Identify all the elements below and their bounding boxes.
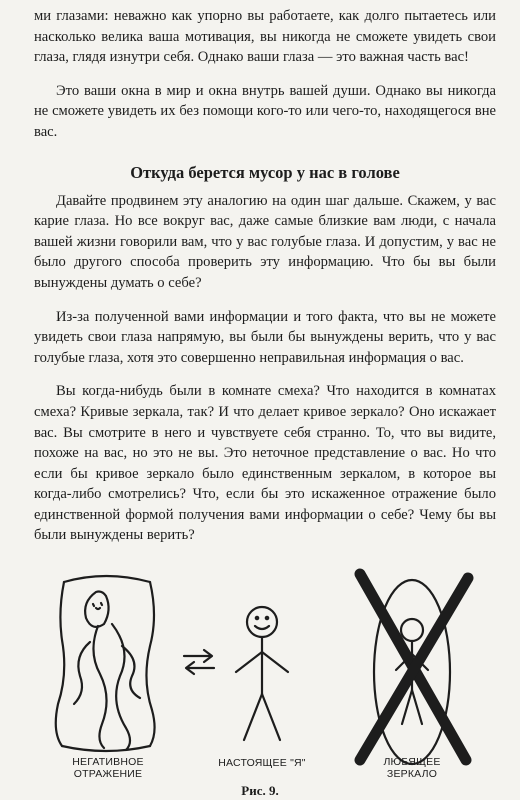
paragraph-3: Давайте продвинем эту аналогию на один шаг дальше. Скажем, у вас карие глаза. Но все вокруг вас, даже самые близкие вам люди, с начала вашей жизни говорили вам, что у вас голубые глаза. И допустим, у вас не было другого способа проверить эту информацию. Что бы вы были вынуждены думать о себе? (34, 192, 496, 291)
figure-title: Рис. 9. (241, 783, 279, 798)
distorted-mirror-icon (56, 576, 155, 751)
paragraph-1: ми глазами: неважно как упорно вы работаете, как долго пытаетесь или насколько велика ваша мотивация, вы никогда не сможете увидеть свои глаза, глядя изнутри себя. Однако ваши глаза — это важная часть вас! (34, 8, 496, 66)
paragraph-5: Вы когда-нибудь были в комнате смеха? Что находится в комнатах смеха? Кривые зеркала, так? И что делает кривое зеркало? Оно искажает вас. Вы смотрите в него и чувствуете себя странно. То, что вы видите, похоже на вас, но это не вы. Это неточное представление о вас. Но что если бы кривое зеркало было единственным зеркалом, в которое вы когда-либо смотрелись? Что, если бы это искаженное отражение было единственной формой получения вами информации о себе? Чему бы вы были вынуждены верить? (34, 383, 496, 544)
page-text (34, 6, 496, 546)
stick-figure-icon (236, 607, 288, 740)
caption-negative-reflection: НЕГАТИВНОЕ ОТРАЖЕНИЕ (72, 756, 144, 780)
section-heading: Откуда берется мусор у нас в голове (130, 162, 400, 182)
arrows-icon (184, 650, 214, 674)
paragraph-2: Это ваши окна в мир и окна внутрь вашей души. Однако вы никогда не сможете увидеть их без помощи кого-то или чего-то, находящегося вне вас. (34, 82, 496, 140)
figure-9 (0, 564, 520, 800)
caption-real-self: НАСТОЯЩЕЕ "Я" (218, 757, 306, 769)
cross-out-icon (360, 574, 468, 760)
paragraph-4: Из-за полученной вами информации и того факта, что вы не можете увидеть свои глаза напрямую, вы были бы вынуждены верить, что у вас голубые глаза, хотя это совершенно неправильная информация о вас. (34, 308, 496, 366)
caption-loving-mirror: ЛЮБЯЩЕЕ ЗЕРКАЛО (383, 756, 441, 780)
